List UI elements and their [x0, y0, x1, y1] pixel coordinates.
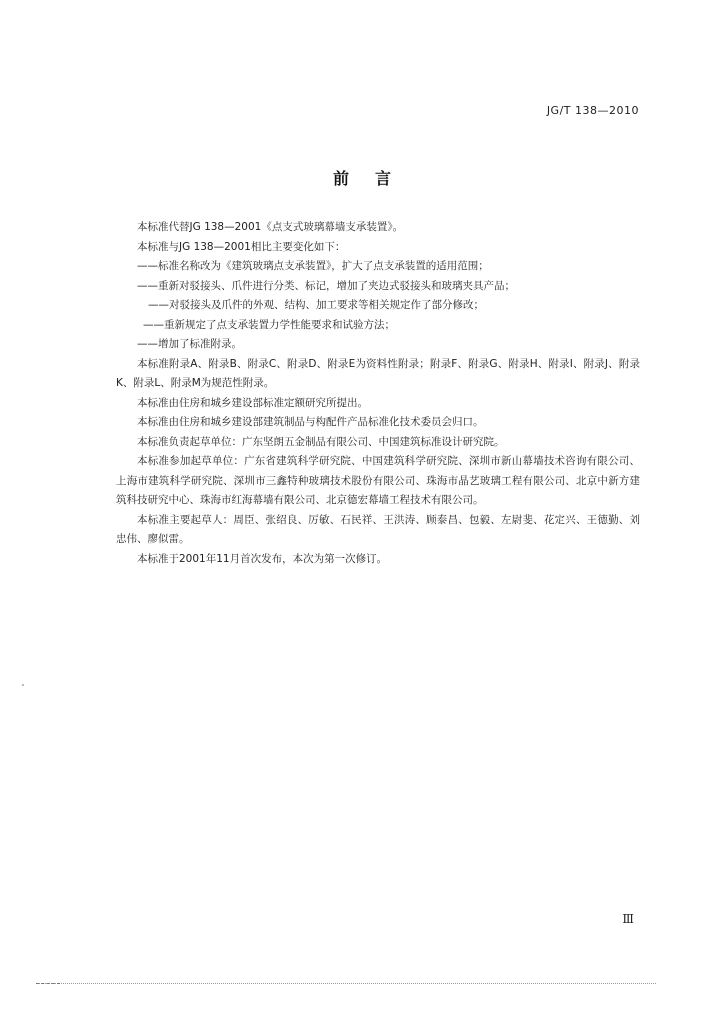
paragraph-participating-drafters: 本标准参加起草单位：广东省建筑科学研究院、中国建筑科学研究院、深圳市新山幕墙技术咨询有限公司、上海市建筑科学研究院、深圳市三鑫特种玻璃技术股份有限公司、珠海市晶艺玻璃工程有限公司、北京中新方建筑科技研究中心、珠海市红海幕墙有限公司、北京德宏幕墙工程技术有限公司。: [116, 455, 640, 506]
paragraph-appendices: 本标准附录A、附录B、附录C、附录D、附录E为资料性附录；附录F、附录G、附录H、附录I、附录J、附录K、附录L、附录M为规范性附录。: [116, 357, 640, 389]
page-title: 前言: [332, 169, 417, 188]
bottom-scan-line-left: [36, 983, 60, 984]
change-item-1: ——标准名称改为《建筑玻璃点支承装置》，扩大了点支承装置的适用范围；: [137, 260, 489, 272]
paragraph-publication-history: 本标准于2001年11月首次发布，本次为第一次修订。: [137, 552, 388, 565]
paragraph-lead-drafters: 本标准负责起草单位：广东坚朗五金制品有限公司、中国建筑标准设计研究院。: [137, 435, 505, 448]
paragraph-changes-intro: 本标准与JG 138—2001相比主要变化如下：: [137, 240, 346, 253]
standard-code: JG/T 138—2010: [546, 104, 639, 117]
scan-artifact-dot: [22, 684, 24, 686]
paragraph-replaces: 本标准代替JG 138—2001《点支式玻璃幕墙支承装置》。: [137, 221, 404, 233]
foreword-body: [116, 218, 640, 569]
change-item-3: ——对驳接头及爪件的外观、结构、加工要求等相关规定作了部分修改；: [148, 299, 484, 311]
bottom-scan-line: [36, 983, 656, 984]
paragraph-main-drafters: 本标准主要起草人：周臣、张绍良、厉敏、石民祥、王洪涛、顾泰昌、包毅、左尉斐、花定兴、王德勤、刘忠伟、廖似雷。: [116, 513, 640, 545]
change-item-5: ——增加了标准附录。: [137, 338, 242, 350]
paragraph-administered-by: 本标准由住房和城乡建设部建筑制品与构配件产品标准化技术委员会归口。: [137, 416, 484, 428]
change-item-2: ——重新对驳接头、爪件进行分类、标记，增加了夹边式驳接头和玻璃夹具产品；: [137, 279, 515, 292]
page-number: Ⅲ: [622, 912, 634, 926]
paragraph-proposed-by: 本标准由住房和城乡建设部标准定额研究所提出。: [137, 396, 368, 409]
change-item-4: ——重新规定了点支承装置力学性能要求和试验方法；: [143, 318, 395, 331]
